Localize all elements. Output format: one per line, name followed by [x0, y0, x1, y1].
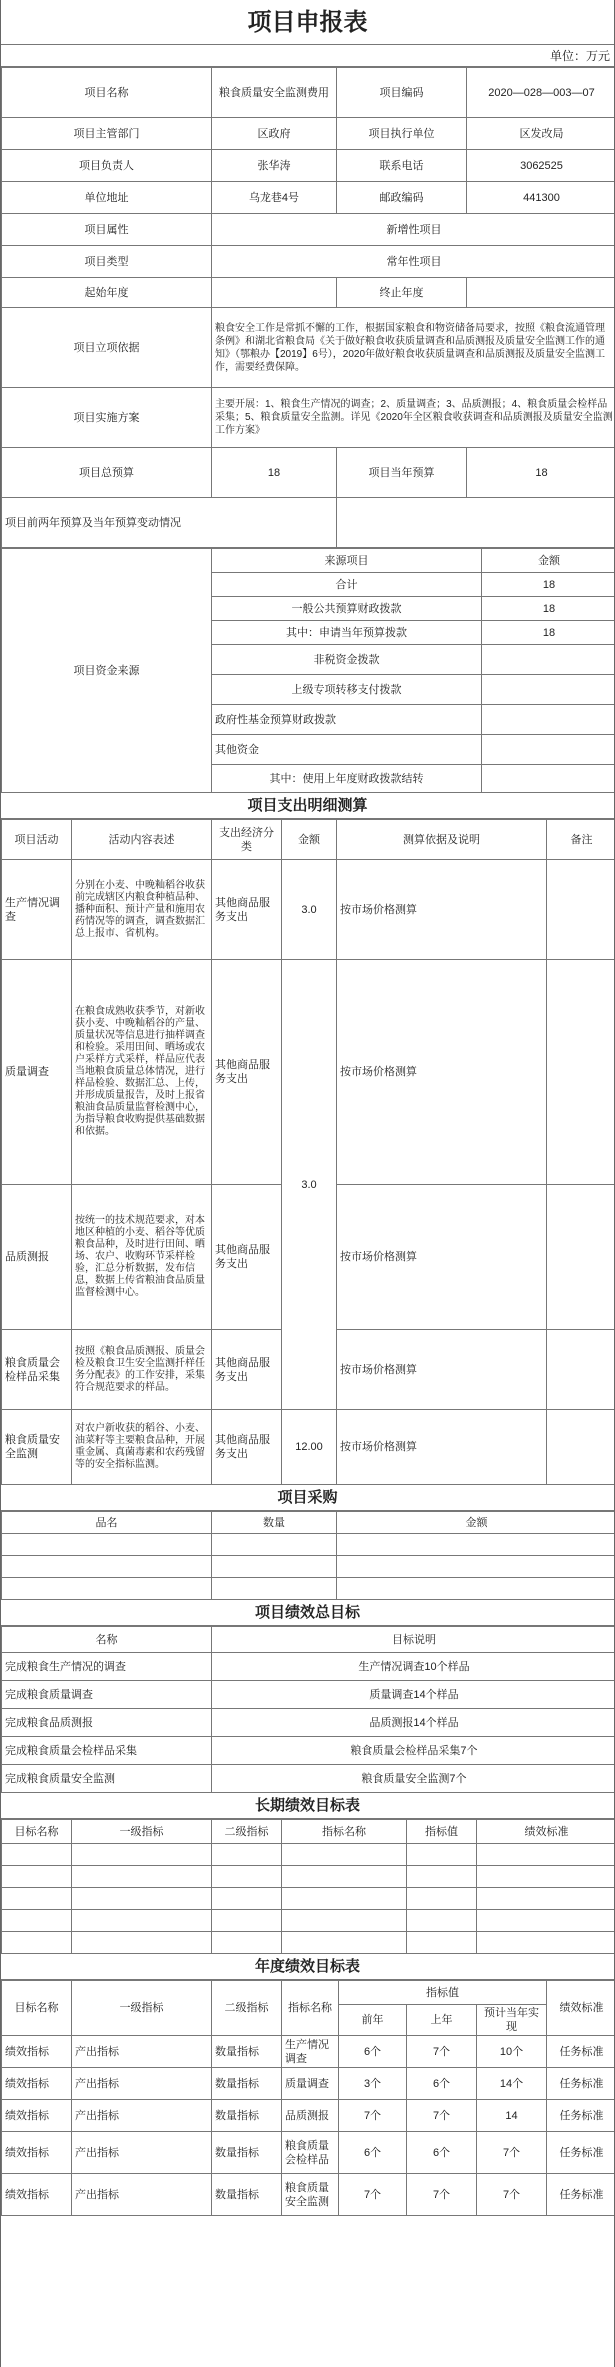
- table-row: [2, 1910, 615, 1932]
- annual-prev2: 3个: [339, 2068, 407, 2100]
- person-label: 项目负责人: [2, 150, 212, 182]
- perf-name: 完成粮食品质测报: [2, 1709, 212, 1737]
- annual-prev2: 7个: [339, 2100, 407, 2132]
- project-code-label: 项目编码: [337, 68, 467, 118]
- phone-label: 联系电话: [337, 150, 467, 182]
- longterm-header: 指标值: [407, 1820, 477, 1844]
- longterm-header: 绩效标准: [477, 1820, 615, 1844]
- perf-header: 目标说明: [212, 1627, 615, 1653]
- perf-section-title: 项目绩效总目标: [1, 1600, 614, 1626]
- perf-name: 完成粮食质量调查: [2, 1681, 212, 1709]
- annual-current: 7个: [477, 2132, 547, 2174]
- annual-header: 二级指标: [212, 1981, 282, 2036]
- annual-header: 一级指标: [72, 1981, 212, 2036]
- expense-note: [547, 960, 615, 1185]
- expense-class: 其他商品服务支出: [212, 1410, 282, 1485]
- expense-basis: 按市场价格测算: [337, 1330, 547, 1410]
- attr-label: 项目属性: [2, 214, 212, 246]
- perf-desc: 生产情况调查10个样品: [212, 1653, 615, 1681]
- unit-label: 单位：万元: [1, 45, 614, 67]
- annual-header: 目标名称: [2, 1981, 72, 2036]
- funding-col-amount: 金额: [482, 549, 615, 573]
- annual-name: 品质测报: [282, 2100, 339, 2132]
- perf-desc: 品质测报14个样品: [212, 1709, 615, 1737]
- expense-class: 其他商品服务支出: [212, 1330, 282, 1410]
- basic-info-table: [1, 67, 615, 548]
- expense-header: 测算依据及说明: [337, 820, 547, 860]
- exec-unit-value: 区发改局: [467, 118, 615, 150]
- expense-content: 按统一的技术规范要求，对本地区种植的小麦、稻谷等优质粮食品种，及时进行田间、晒场、农户、收购环节采样检验，汇总分析数据，发布信息，数据上传省粮油食品质量监督检测中心。: [72, 1185, 212, 1330]
- expense-content: 分别在小麦、中晚籼稻谷收获前完成辖区内粮食种植品种、播种面积、预计产量和施用农药情况等的调查，调查数据汇总上报市、省机构。: [72, 860, 212, 960]
- annual-goal: 绩效指标: [2, 2132, 72, 2174]
- budget-change-value: [337, 498, 615, 548]
- table-row: [2, 1578, 615, 1600]
- address-label: 单位地址: [2, 182, 212, 214]
- annual-l1: 产出指标: [72, 2132, 212, 2174]
- perf-name: 完成粮食质量安全监测: [2, 1765, 212, 1793]
- dept-value: 区政府: [212, 118, 337, 150]
- perf-name: 完成粮食生产情况的调查: [2, 1653, 212, 1681]
- plan-label: 项目实施方案: [2, 388, 212, 448]
- annual-name: 质量调查: [282, 2068, 339, 2100]
- annual-current: 14个: [477, 2068, 547, 2100]
- annual-goal: 绩效指标: [2, 2036, 72, 2068]
- end-year-label: 终止年度: [337, 278, 467, 308]
- expense-section-title: 项目支出明细测算: [1, 793, 614, 819]
- exec-unit-label: 项目执行单位: [337, 118, 467, 150]
- annual-l2: 数量指标: [212, 2068, 282, 2100]
- funding-amount: [482, 705, 615, 735]
- project-name-value: 粮食质量安全监测费用: [212, 68, 337, 118]
- funding-source: 合计: [212, 573, 482, 597]
- type-label: 项目类型: [2, 246, 212, 278]
- expense-header: 活动内容表述: [72, 820, 212, 860]
- project-code-value: 2020—028—003—07: [467, 68, 615, 118]
- annual-goal: 绩效指标: [2, 2068, 72, 2100]
- total-budget-label: 项目总预算: [2, 448, 212, 498]
- annual-std: 任务标准: [547, 2132, 615, 2174]
- annual-l2: 数量指标: [212, 2132, 282, 2174]
- table-row: [2, 1534, 615, 1556]
- purchase-section-title: 项目采购: [1, 1485, 614, 1511]
- address-value: 乌龙巷4号: [212, 182, 337, 214]
- plan-value: 主要开展：1、粮食生产情况的调查；2、质量调查；3、品质测报；4、粮食质量会检样品采集；5、粮食质量安全监测。详见《2020年全区粮食收获调查和品质测报及质量安全监测工作方案》: [212, 388, 615, 448]
- table-row: [2, 2132, 615, 2174]
- expense-header: 支出经济分类: [212, 820, 282, 860]
- project-name-label: 项目名称: [2, 68, 212, 118]
- funding-source: 政府性基金预算财政拨款: [212, 705, 482, 735]
- annual-name: 粮食质量会检样品: [282, 2132, 339, 2174]
- expense-activity: 质量调查: [2, 960, 72, 1185]
- expense-activity: 粮食质量会检样品采集: [2, 1330, 72, 1410]
- expense-class: 其他商品服务支出: [212, 860, 282, 960]
- basis-value: 粮食安全工作是常抓不懈的工作，根据国家粮食和物资储备局要求，按照《粮食流通管理条例》和湖北省粮食局《关于做好粮食收获质量调查和品质测报及质量安全监测工作的通知》（鄂粮办【2019】6号），2020年做好粮食收获质量调查和品质测报及质量安全监测工作，需要经费保障。: [212, 308, 615, 388]
- dept-label: 项目主管部门: [2, 118, 212, 150]
- funding-amount: 18: [482, 597, 615, 621]
- annual-prev1: 6个: [407, 2068, 477, 2100]
- annual-goal: 绩效指标: [2, 2174, 72, 2216]
- annual-current: 7个: [477, 2174, 547, 2216]
- table-row: [2, 2036, 615, 2068]
- expense-note: [547, 1185, 615, 1330]
- funding-label: 项目资金来源: [2, 549, 212, 793]
- annual-l2: 数量指标: [212, 2100, 282, 2132]
- annual-prev1: 7个: [407, 2174, 477, 2216]
- expense-class: 其他商品服务支出: [212, 960, 282, 1185]
- longterm-header: 指标名称: [282, 1820, 407, 1844]
- expense-header: 项目活动: [2, 820, 72, 860]
- longterm-header: 二级指标: [212, 1820, 282, 1844]
- expense-table: [1, 819, 615, 1485]
- expense-note: [547, 1410, 615, 1485]
- funding-amount: [482, 765, 615, 793]
- phone-value: 3062525: [467, 150, 615, 182]
- annual-goal: 绩效指标: [2, 2100, 72, 2132]
- expense-basis: 按市场价格测算: [337, 1185, 547, 1330]
- zip-value: 441300: [467, 182, 615, 214]
- annual-l2: 数量指标: [212, 2174, 282, 2216]
- total-budget-value: 18: [212, 448, 337, 498]
- annual-name: 生产情况调查: [282, 2036, 339, 2068]
- annual-header: 指标值: [339, 1981, 547, 2005]
- perf-table: [1, 1626, 615, 1793]
- page-title: 项目申报表: [1, 0, 614, 45]
- funding-col-source: 来源项目: [212, 549, 482, 573]
- annual-prev1: 6个: [407, 2132, 477, 2174]
- expense-header: 备注: [547, 820, 615, 860]
- table-row: [2, 1866, 615, 1888]
- funding-source: 上级专项转移支付拨款: [212, 675, 482, 705]
- perf-header: 名称: [2, 1627, 212, 1653]
- perf-desc: 粮食质量安全监测7个: [212, 1765, 615, 1793]
- purchase-header: 品名: [2, 1512, 212, 1534]
- start-year-label: 起始年度: [2, 278, 212, 308]
- annual-l2: 数量指标: [212, 2036, 282, 2068]
- expense-activity: 生产情况调查: [2, 860, 72, 960]
- funding-source: 其中：使用上年度财政拨款结转: [212, 765, 482, 793]
- annual-subheader: 前年: [339, 2005, 407, 2036]
- funding-table: [1, 548, 615, 793]
- expense-content: 在粮食成熟收获季节，对新收获小麦、中晚籼稻谷的产量、质量状况等信息进行抽样调查和检验。采用田间、晒场或农户采样方式采样，样品应代表当地粮食质量总体情况，进行样品检验、数据汇总、上传，并形成质量报告，及时上报省粮油食品质量监督检测中心，为指导粮食收购提供基础数据和依据。: [72, 960, 212, 1185]
- expense-activity: 粮食质量安全监测: [2, 1410, 72, 1485]
- funding-amount: 18: [482, 573, 615, 597]
- expense-amount: 12.00: [282, 1410, 337, 1485]
- table-row: [2, 1888, 615, 1910]
- end-year-value: [467, 278, 615, 308]
- annual-current: 14: [477, 2100, 547, 2132]
- funding-source: 其他资金: [212, 735, 482, 765]
- table-row: [2, 1844, 615, 1866]
- annual-header: 指标名称: [282, 1981, 339, 2036]
- longterm-header: 一级指标: [72, 1820, 212, 1844]
- longterm-section-title: 长期绩效目标表: [1, 1793, 614, 1819]
- annual-subheader: 预计当年实现: [477, 2005, 547, 2036]
- perf-desc: 质量调查14个样品: [212, 1681, 615, 1709]
- table-row: [2, 1932, 615, 1954]
- annual-name: 粮食质量安全监测: [282, 2174, 339, 2216]
- funding-source: 一般公共预算财政拨款: [212, 597, 482, 621]
- annual-l1: 产出指标: [72, 2100, 212, 2132]
- annual-prev1: 7个: [407, 2036, 477, 2068]
- annual-l1: 产出指标: [72, 2068, 212, 2100]
- funding-amount: [482, 675, 615, 705]
- expense-basis: 按市场价格测算: [337, 860, 547, 960]
- attr-value: 新增性项目: [212, 214, 615, 246]
- purchase-header: 金额: [337, 1512, 615, 1534]
- expense-class: 其他商品服务支出: [212, 1185, 282, 1330]
- annual-std: 任务标准: [547, 2068, 615, 2100]
- annual-section-title: 年度绩效目标表: [1, 1954, 614, 1980]
- expense-amount-merged: 3.0: [282, 960, 337, 1410]
- expense-amount: 3.0: [282, 860, 337, 960]
- year-budget-value: 18: [467, 448, 615, 498]
- annual-subheader: 上年: [407, 2005, 477, 2036]
- annual-std: 任务标准: [547, 2036, 615, 2068]
- longterm-header: 目标名称: [2, 1820, 72, 1844]
- funding-amount: [482, 735, 615, 765]
- annual-std: 任务标准: [547, 2100, 615, 2132]
- annual-prev2: 7个: [339, 2174, 407, 2216]
- funding-amount: [482, 645, 615, 675]
- expense-activity: 品质测报: [2, 1185, 72, 1330]
- table-row: [2, 2174, 615, 2216]
- annual-prev2: 6个: [339, 2036, 407, 2068]
- expense-content: 按照《粮食品质测报、质量会检及粮食卫生安全监测扦样任务分配表》的工作安排，采集符合规范要求的样品。: [72, 1330, 212, 1410]
- person-value: 张华涛: [212, 150, 337, 182]
- expense-content: 对农户新收获的稻谷、小麦、油菜籽等主要粮食品种，开展重金属、真菌毒素和农药残留等的安全指标监测。: [72, 1410, 212, 1485]
- expense-basis: 按市场价格测算: [337, 960, 547, 1185]
- expense-note: [547, 1330, 615, 1410]
- type-value: 常年性项目: [212, 246, 615, 278]
- budget-change-label: 项目前两年预算及当年预算变动情况: [2, 498, 337, 548]
- annual-table: [1, 1980, 615, 2216]
- perf-name: 完成粮食质量会检样品采集: [2, 1737, 212, 1765]
- funding-amount: 18: [482, 621, 615, 645]
- longterm-table: [1, 1819, 615, 1954]
- table-row: [2, 2068, 615, 2100]
- annual-current: 10个: [477, 2036, 547, 2068]
- annual-std: 任务标准: [547, 2174, 615, 2216]
- expense-note: [547, 860, 615, 960]
- expense-basis: 按市场价格测算: [337, 1410, 547, 1485]
- annual-prev2: 6个: [339, 2132, 407, 2174]
- funding-source: 非税资金拨款: [212, 645, 482, 675]
- expense-header: 金额: [282, 820, 337, 860]
- purchase-table: [1, 1511, 615, 1600]
- table-row: [2, 2100, 615, 2132]
- purchase-header: 数量: [212, 1512, 337, 1534]
- start-year-value: [212, 278, 337, 308]
- annual-l1: 产出指标: [72, 2174, 212, 2216]
- year-budget-label: 项目当年预算: [337, 448, 467, 498]
- funding-source: 其中：申请当年预算拨款: [212, 621, 482, 645]
- annual-l1: 产出指标: [72, 2036, 212, 2068]
- basis-label: 项目立项依据: [2, 308, 212, 388]
- table-row: [2, 1556, 615, 1578]
- zip-label: 邮政编码: [337, 182, 467, 214]
- perf-desc: 粮食质量会检样品采集7个: [212, 1737, 615, 1765]
- annual-prev1: 7个: [407, 2100, 477, 2132]
- annual-header: 绩效标准: [547, 1981, 615, 2036]
